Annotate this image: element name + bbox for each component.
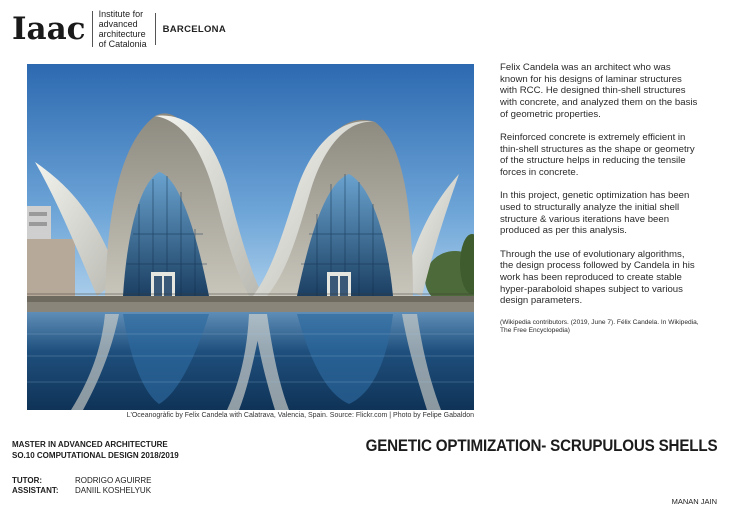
tutor-name: RODRIGO AGUIRRE bbox=[75, 476, 152, 485]
assistant-row bbox=[12, 486, 151, 496]
institute-line: Institute for bbox=[98, 9, 144, 19]
institute-line: advanced bbox=[98, 19, 138, 29]
author-name: MANAN JAIN bbox=[671, 497, 717, 506]
institute-name bbox=[99, 9, 147, 49]
description-column bbox=[500, 62, 700, 347]
assistant-name: DANIIL KOSHELYUK bbox=[75, 486, 152, 495]
logo-divider bbox=[92, 11, 93, 47]
city-label: BARCELONA bbox=[162, 23, 227, 35]
description-paragraph: In this project, genetic optimization has been used to structurally analyze the initial shell structure & various iterations have been produced as per this analysis. bbox=[500, 190, 690, 237]
photo-caption: L'Oceanogràfic by Felix Candela with Calatrava, Valencia, Spain. Source: Flickr.com | Photo by Felipe Gabaldon bbox=[126, 412, 474, 419]
description-paragraph: Felix Candela was an architect who was known for his designs of laminar structures with RCC. He designed thin-shell structures with concrete, and analyzed them on the basis of geometric properties. bbox=[500, 62, 698, 120]
reference-citation: (Wikipedia contributors. (2019, June 7). Félix Candela. In Wikipedia, The Free Encyclopedia) bbox=[500, 318, 699, 335]
iaac-logo bbox=[12, 8, 226, 50]
tutor-role: TUTOR: bbox=[12, 476, 43, 485]
description-paragraph: Through the use of evolutionary algorithms, the design process followed by Candela in his work has been reproduced to create stable hyper-paraboloid shapes subject to various design parameters. bbox=[500, 248, 695, 307]
description-paragraph: Reinforced concrete is extremely efficient in thin-shell structures as the shape or geometry of the structure helps in reducing the tensile forces in concrete. bbox=[500, 132, 695, 179]
tutor-row bbox=[12, 476, 151, 486]
building-illustration bbox=[27, 64, 474, 410]
assistant-role: ASSISTANT: bbox=[12, 486, 59, 495]
project-title: GENETIC OPTIMIZATION- SCRUPULOUS SHELLS bbox=[365, 437, 717, 455]
institute-line: of Catalonia bbox=[98, 39, 147, 49]
program-line: MASTER IN ADVANCED ARCHITECTURE bbox=[12, 440, 168, 449]
logo-mark: Iaac bbox=[12, 10, 86, 47]
institute-line: architecture bbox=[98, 29, 146, 39]
city-divider bbox=[155, 13, 156, 45]
program-info bbox=[12, 440, 179, 461]
program-line: SO.10 COMPUTATIONAL DESIGN 2018/2019 bbox=[12, 450, 179, 460]
credits bbox=[12, 476, 151, 496]
oceanografic-photo bbox=[27, 64, 474, 410]
